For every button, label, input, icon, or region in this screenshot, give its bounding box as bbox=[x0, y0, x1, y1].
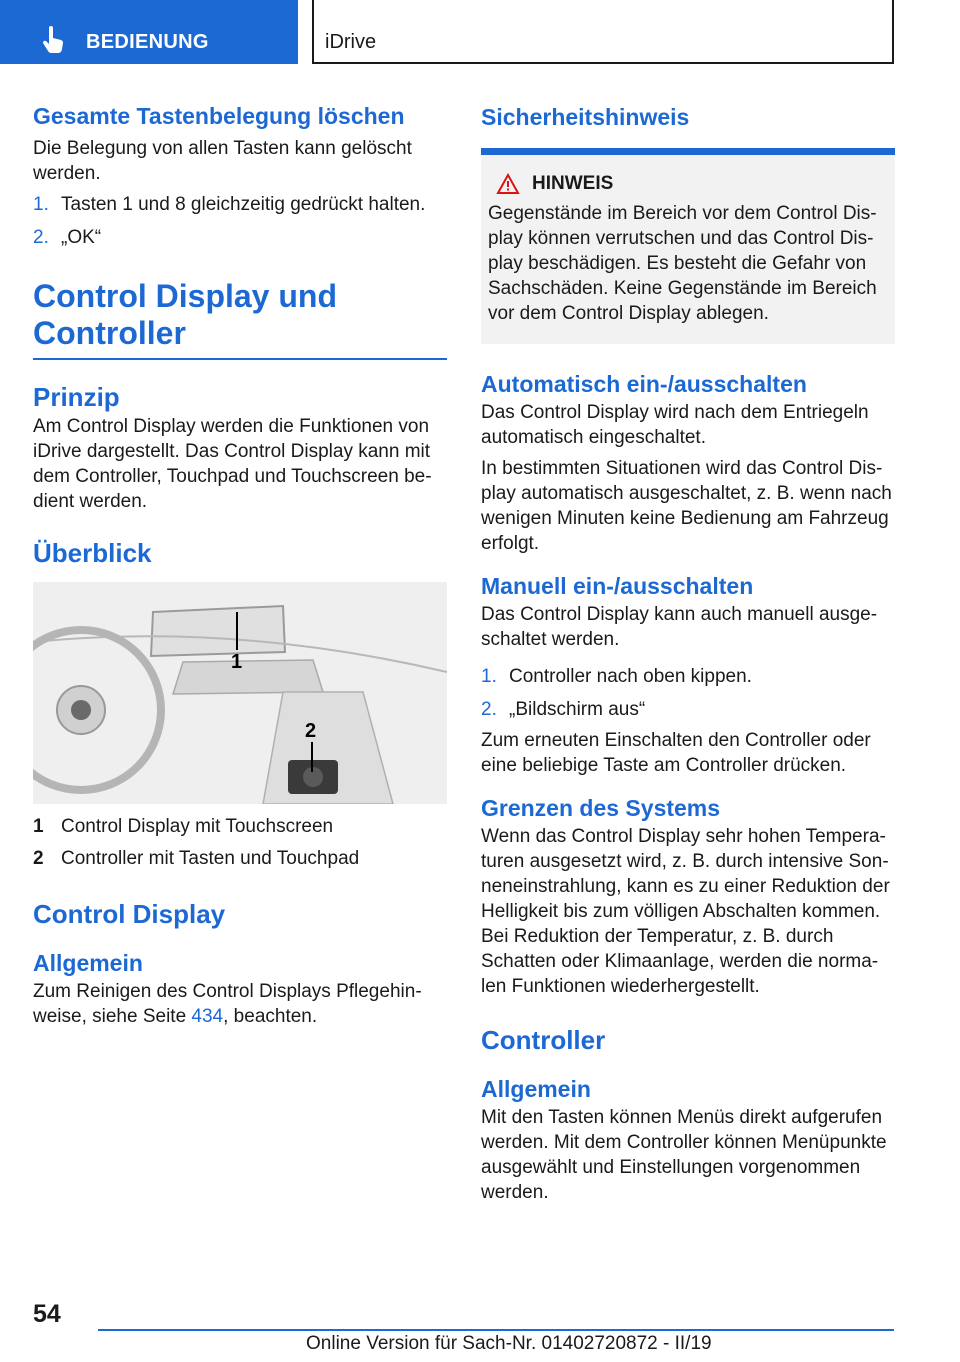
callout-2: 2 bbox=[305, 720, 317, 742]
chapter-title: iDrive bbox=[325, 31, 377, 53]
paragraph-manual-2: Zum erneuten Einschalten den Controller oder eine beliebige Taste am Controller drücken. bbox=[481, 730, 871, 776]
paragraph-allgemein-end: , beachten. bbox=[223, 1006, 318, 1027]
cockpit-illustration bbox=[33, 582, 447, 804]
paragraph-controller: Mit den Tasten können Menüs direkt aufgerufen werden. Mit dem Controller können Menüpunkte ausgewählt und Einstellungen vorgenommen werden. bbox=[481, 1107, 887, 1203]
heading-ueberblick: Überblick bbox=[33, 538, 152, 568]
heading-limits: Grenzen des Systems bbox=[481, 795, 721, 821]
note-box bbox=[481, 155, 895, 344]
section-title: BEDIENUNG bbox=[86, 31, 209, 53]
section-tab[interactable] bbox=[0, 0, 298, 64]
hand-pointer-icon bbox=[40, 26, 66, 54]
legend-text: Control Display mit Touchscreen bbox=[61, 816, 334, 837]
note-header bbox=[488, 173, 887, 195]
step-number: 2. bbox=[33, 227, 49, 248]
paragraph-limits: Wenn das Control Display sehr hohen Temperaturen ausgesetzt wird, z. B. durch intensive Sonneneinstrahlung, kann es zu einer Reduktion der Helligkeit bis zum völligen Abschalten kommen. Bei Reduktion der Temperatur, z. B. durch Schatten oder Klimaanlage, werden die normalen Funktionen wiederhergestellt. bbox=[481, 826, 890, 997]
legend-item bbox=[33, 814, 447, 839]
paragraph-auto-1: Das Control Display wird nach dem Entriegeln automatisch eingeschaltet. bbox=[481, 402, 869, 448]
step-text: Controller nach oben kippen. bbox=[509, 666, 752, 687]
chapter-tab[interactable] bbox=[312, 0, 894, 64]
paragraph-auto-2: In bestimmten Situationen wird das Control Display automatisch ausgeschaltet, z. B. wenn nach wenigen Minuten keine Bedienung am Fahrzeug erfolgt. bbox=[481, 458, 892, 554]
note-top-bar bbox=[481, 148, 895, 155]
step-text: „Bildschirm aus“ bbox=[509, 699, 646, 720]
heading-delete-all: Gesamte Tastenbelegung löschen bbox=[33, 103, 405, 129]
list-item bbox=[481, 697, 895, 722]
legend-item bbox=[33, 846, 447, 871]
paragraph-manual: Das Control Display kann auch manuell ausgeschaltet werden. bbox=[481, 604, 878, 650]
heading-allgemein: Allgemein bbox=[33, 950, 143, 976]
figure-legend bbox=[33, 814, 447, 871]
list-item bbox=[33, 192, 447, 217]
heading-prinzip: Prinzip bbox=[33, 382, 120, 412]
legend-number: 2 bbox=[33, 848, 44, 869]
heading-controller: Controller bbox=[481, 1025, 606, 1055]
right-column bbox=[481, 100, 895, 1205]
left-column bbox=[33, 100, 447, 1029]
list-item bbox=[33, 225, 447, 250]
paragraph-prinzip: Am Control Display werden die Funktionen von iDrive dargestellt. Das Control Display kann mit dem Controller, Touchpad und Touchscreen bedient werden. bbox=[33, 416, 432, 512]
legend-number: 1 bbox=[33, 816, 44, 837]
step-text: „OK“ bbox=[61, 227, 102, 248]
chapter-heading: Control Display und Controller bbox=[33, 278, 337, 351]
page-number: 54 bbox=[33, 1300, 61, 1328]
page-reference-link[interactable]: 434 bbox=[191, 1006, 224, 1027]
cockpit-drawing bbox=[33, 582, 447, 804]
chapter-heading-block bbox=[33, 278, 447, 360]
heading-control-display: Control Display bbox=[33, 899, 226, 929]
heading-auto-onoff: Automatisch ein-/ausschalten bbox=[481, 371, 807, 397]
paragraph-allgemein-text: Zum Reinigen des Control Displays Pflegehinweise, siehe Seite bbox=[33, 981, 422, 1027]
warning-triangle-icon bbox=[496, 173, 520, 195]
legend-text: Controller mit Tasten und Touchpad bbox=[61, 848, 360, 869]
callout-1: 1 bbox=[231, 651, 243, 673]
heading-safety: Sicherheitshinweis bbox=[481, 104, 690, 130]
step-number: 1. bbox=[481, 666, 497, 687]
steps-list-manual bbox=[481, 664, 895, 722]
paragraph-delete: Die Belegung von allen Tasten kann gelöscht werden. bbox=[33, 138, 412, 184]
footer-divider bbox=[98, 1329, 894, 1331]
note-title: HINWEIS bbox=[532, 173, 614, 194]
steps-list-delete bbox=[33, 192, 447, 250]
footer-online-version: Online Version für Sach-Nr. 01402720872 - II/19 bbox=[306, 1333, 712, 1354]
step-number: 2. bbox=[481, 699, 497, 720]
safety-note bbox=[481, 148, 895, 344]
step-number: 1. bbox=[33, 194, 49, 215]
heading-manual-onoff: Manuell ein-/ausschalten bbox=[481, 573, 754, 599]
step-text: Tasten 1 und 8 gleichzeitig gedrückt halten. bbox=[61, 194, 426, 215]
note-text: Gegenstände im Bereich vor dem Control Display können verrutschen und das Control Display beschädigen. Es besteht die Gefahr von Sachschäden. Keine Gegenstände im Bereich vor dem Control Display ablegen. bbox=[488, 203, 877, 324]
heading-allgemein-2: Allgemein bbox=[481, 1076, 591, 1102]
paragraph-allgemein bbox=[33, 979, 447, 1029]
list-item bbox=[481, 664, 895, 689]
